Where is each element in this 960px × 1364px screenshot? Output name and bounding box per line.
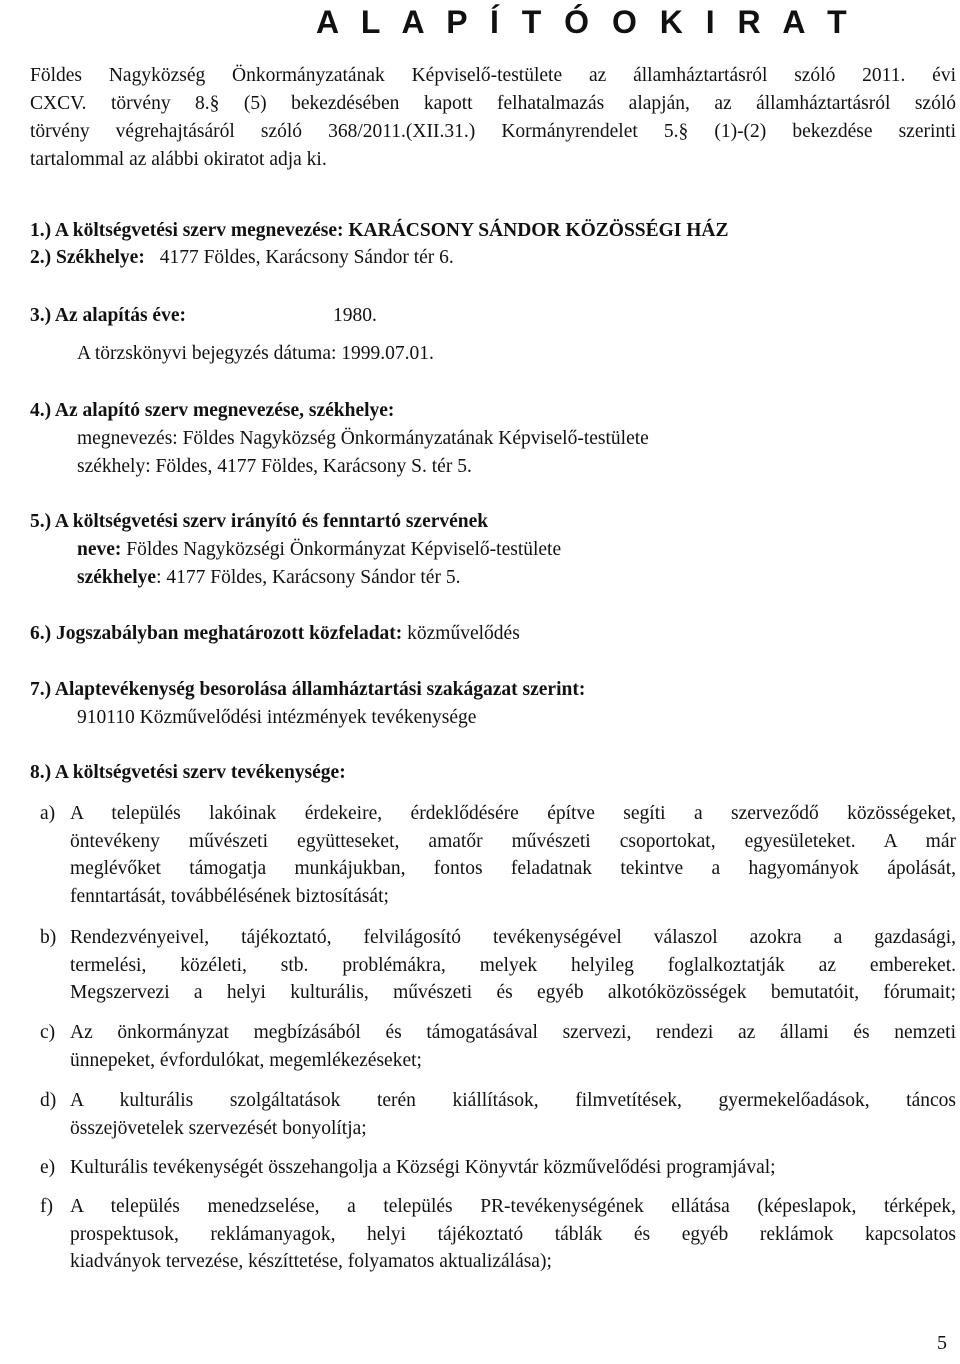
list-line: ünnepeket, évfordulókat, megemlékezéseket; xyxy=(70,1049,422,1071)
controller-name-value: Földes Nagyközségi Önkormányzat Képviselő-testülete xyxy=(126,539,562,560)
list-marker: f) xyxy=(40,1196,53,1217)
list-marker: c) xyxy=(40,1022,56,1043)
section-4 xyxy=(30,397,394,424)
controller-seat xyxy=(77,564,460,591)
section-5 xyxy=(30,508,488,535)
section-3 xyxy=(30,302,186,329)
list-marker: d) xyxy=(40,1090,57,1111)
controller-seat-label: székhelye xyxy=(77,567,157,588)
section-2-label: 2.) Székhelye: xyxy=(30,247,145,268)
page-number: 5 xyxy=(937,1332,947,1354)
list-item xyxy=(40,1019,956,1075)
list-line: összejövetelek szervezését bonyolítja; xyxy=(70,1117,367,1139)
list-line: Kulturális tevékenységét összehangolja a Községi Könyvtár közművelődési programjával; xyxy=(70,1157,776,1178)
controller-seat-value: : 4177 Földes, Karácsony Sándor tér 5. xyxy=(156,567,461,588)
document-title: A L A P Í T Ó O K I R A T xyxy=(316,4,854,40)
list-line: prospektusok, reklámanyagok, helyi tájékoztató táblák és egyéb reklámok kapcsolatos xyxy=(70,1223,956,1245)
list-line: A település lakóinak érdekeire, érdeklődésére építve segíti a szerveződő közösségeket, xyxy=(70,803,956,824)
list-marker: e) xyxy=(40,1157,56,1178)
list-line: Az önkormányzat megbízásából és támogatásával szervezi, rendezi az állami és nemzeti xyxy=(70,1022,956,1043)
list-marker: a) xyxy=(40,803,56,824)
list-item xyxy=(40,1193,956,1277)
section-6-value: közművelődés xyxy=(407,623,520,644)
list-line: Rendezvényeivel, tájékoztató, felvilágosító tevékenységével válaszol azokra a gazdasági, xyxy=(70,927,956,948)
section-8-label: 8.) A költségvetési szerv tevékenysége: xyxy=(30,762,346,783)
list-item xyxy=(40,1087,956,1143)
list-line: öntevékeny művészeti együtteseket, amatőr művészeti csoportokat, egyesületeket. A már xyxy=(70,830,956,852)
list-line: A kulturális szolgáltatások terén kiállítások, filmvetítések, gyermekelőadások, táncos xyxy=(70,1090,956,1111)
section-2 xyxy=(30,244,454,271)
section-4-label: 4.) Az alapító szerv megnevezése, székhelye: xyxy=(30,400,395,421)
section-6 xyxy=(30,620,520,647)
section-2-value: 4177 Földes, Karácsony Sándor tér 6. xyxy=(159,247,454,268)
founding-year: 1980. xyxy=(333,305,377,326)
list-item xyxy=(40,924,956,1008)
controller-name-label: neve: xyxy=(77,539,122,560)
list-line: Megszervezi a helyi kulturális, művészeti és egyéb alkotóközösségek bemutatóit, fórumait; xyxy=(70,982,956,1003)
list-line: fenntartását, továbbélésének biztosítását; xyxy=(70,885,389,907)
section-1 xyxy=(30,217,729,244)
founder-seat: székhely: Földes, 4177 Földes, Karácsony S. tér 5. xyxy=(77,456,472,477)
list-item xyxy=(40,800,956,912)
list-line: kiadványok tervezése, készíttetése, folyamatos aktualizálása); xyxy=(70,1251,552,1272)
intro-line: Földes Nagyközség Önkormányzatának Képviselő-testülete az államháztartásról szóló 2011. évi xyxy=(30,65,956,86)
list-line: termelési, közéleti, stb. problémákra, melyek helyileg foglalkoztatják az embereket. xyxy=(70,954,956,976)
section-1-label: 1.) A költségvetési szerv megnevezése: KARÁCSONY SÁNDOR KÖZÖSSÉGI HÁZ xyxy=(30,220,729,241)
registry-date: A törzskönyvi bejegyzés dátuma: 1999.07.01. xyxy=(77,343,434,364)
section-7-label: 7.) Alaptevékenység besorolása államháztartási szakágazat szerint: xyxy=(30,679,586,700)
intro-line: CXCV. törvény 8.§ (5) bekezdésében kapott felhatalmazás alapján, az államháztartásról szóló xyxy=(30,93,956,114)
intro-line: tartalommal az alábbi okiratot adja ki. xyxy=(30,149,327,170)
controller-name xyxy=(77,536,561,563)
list-line: meglévőket támogatja munkájukban, fontos feladatnak tekintve a hagyományok ápolását, xyxy=(70,858,956,879)
section-8 xyxy=(30,759,346,786)
section-7-value: 910110 Közművelődési intézmények tevékenysége xyxy=(77,707,477,728)
intro-line: törvény végrehajtásáról szóló 368/2011.(XII.31.) Kormányrendelet 5.§ (1)-(2) bekezdése szerinti xyxy=(30,121,956,142)
list-item xyxy=(40,1154,956,1182)
list-line: A település menedzselése, a település PR-tevékenységének ellátása (képeslapok, térképek, xyxy=(70,1196,956,1217)
section-5-label: 5.) A költségvetési szerv irányító és fenntartó szervének xyxy=(30,511,489,532)
section-6-label: 6.) Jogszabályban meghatározott közfeladat: xyxy=(30,623,403,644)
section-3-label: 3.) Az alapítás éve: xyxy=(30,305,186,326)
list-marker: b) xyxy=(40,927,57,948)
section-7 xyxy=(30,676,585,703)
founder-name: megnevezés: Földes Nagyközség Önkormányzatának Képviselő-testülete xyxy=(77,428,649,449)
